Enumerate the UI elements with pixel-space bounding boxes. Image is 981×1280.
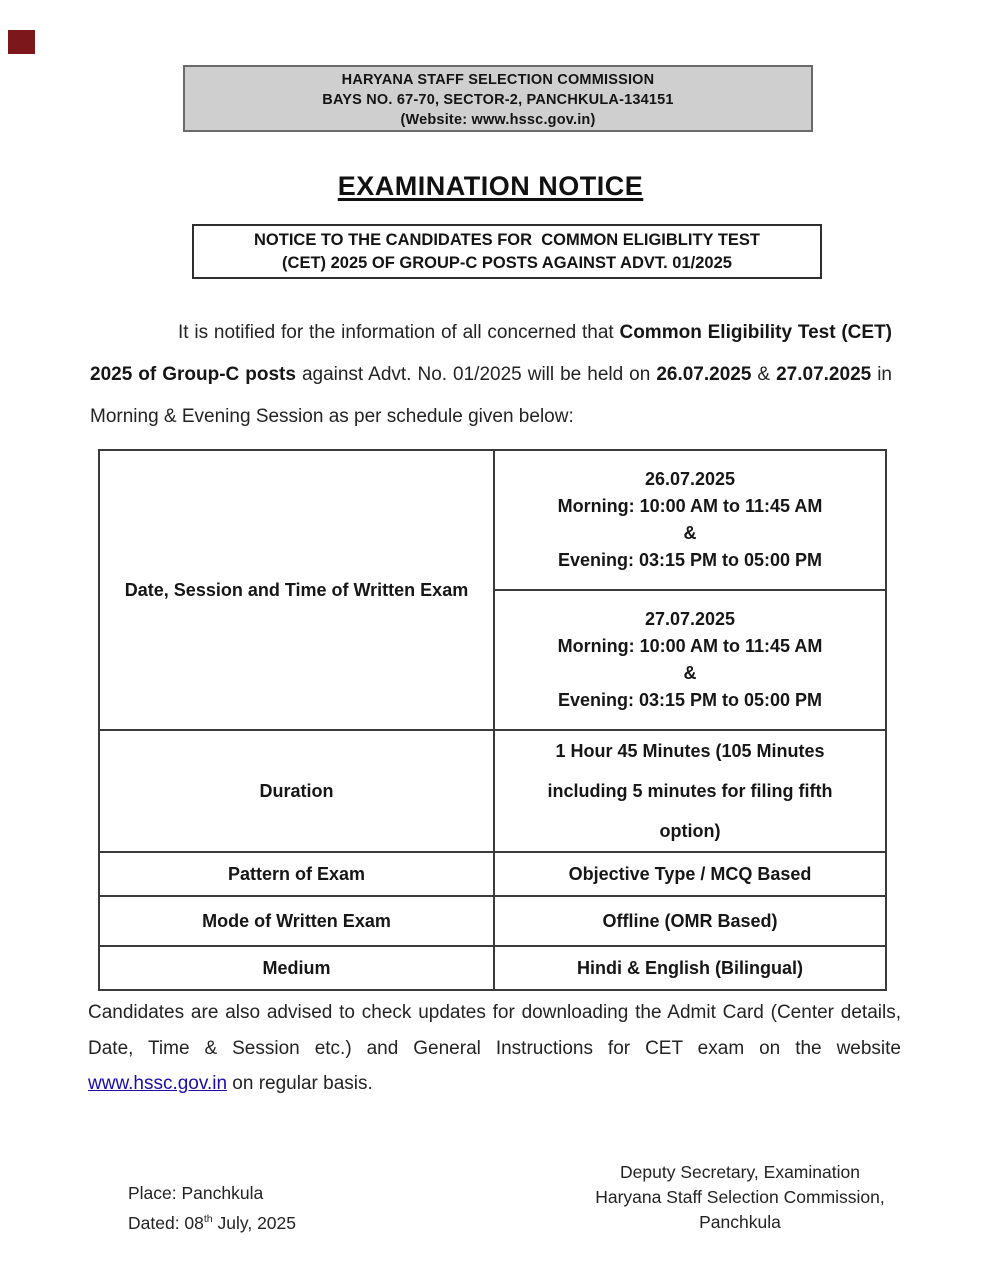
signature-authority [562, 1160, 918, 1235]
signature-location: Panchkula [699, 1212, 781, 1232]
commission-website: (Website: www.hssc.gov.in) [400, 112, 596, 128]
notice-subtitle-box [192, 224, 822, 279]
intro-seg1: It is notified for the information of all concerned that [178, 322, 620, 343]
commission-name: HARYANA STAFF SELECTION COMMISSION [341, 72, 655, 88]
date-ordinal-superscript: th [203, 1213, 213, 1225]
footer-seg2: on regular basis. [227, 1073, 373, 1094]
intro-paragraph [90, 312, 892, 438]
table-row-mode [99, 896, 886, 946]
commission-header-box [183, 65, 813, 132]
date1-morning: Morning: 10:00 AM to 11:45 AM [557, 496, 823, 516]
page-title: EXAMINATION NOTICE [337, 171, 644, 201]
mode-value-cell: Offline (OMR Based) [494, 896, 886, 946]
hssc-website-link[interactable]: www.hssc.gov.in [88, 1073, 228, 1094]
date1-cell [494, 450, 886, 590]
signature-date: Dated: 08th July, 2025 [128, 1212, 296, 1233]
commission-address: BAYS NO. 67-70, SECTOR-2, PANCHKULA-134151 [322, 92, 674, 108]
mode-label-cell: Mode of Written Exam [99, 896, 494, 946]
exam-schedule-table [98, 449, 887, 991]
date1-date: 26.07.2025 [644, 469, 736, 489]
intro-date1: 26.07.2025 [656, 364, 752, 385]
pattern-value-cell: Objective Type / MCQ Based [494, 852, 886, 896]
duration-value: 1 Hour 45 Minutes (105 Minutes including 5 minutes for filing fifth option) [547, 741, 833, 841]
pattern-label-cell: Pattern of Exam [99, 852, 494, 896]
intro-seg7: in Morning & Evening Session as per schedule given below: [90, 364, 892, 427]
table-row-pattern [99, 852, 886, 896]
table-row-medium [99, 946, 886, 990]
signature-designation: Deputy Secretary, Examination [620, 1162, 860, 1182]
intro-seg3: against Advt. No. 01/2025 will be held on [295, 364, 657, 385]
date1-evening: Evening: 03:15 PM to 05:00 PM [557, 550, 823, 570]
intro-date2: 27.07.2025 [776, 364, 872, 385]
date2-morning: Morning: 10:00 AM to 11:45 AM [557, 636, 823, 656]
footer-paragraph [88, 995, 901, 1102]
notice-subtitle-line1: NOTICE TO THE CANDIDATES FOR COMMON ELIGIBLITY TEST [253, 231, 760, 249]
signature-organization: Haryana Staff Selection Commission, [595, 1187, 885, 1207]
date1-amp: & [683, 523, 697, 543]
notice-subtitle-line2: (CET) 2025 OF GROUP-C POSTS AGAINST ADVT. 01/2025 [282, 254, 732, 272]
signature-place: Place: Panchkula [128, 1183, 264, 1203]
duration-label-cell: Duration [99, 730, 494, 852]
corner-red-mark [8, 30, 35, 54]
date2-cell [494, 590, 886, 730]
table-row-date-session [99, 450, 886, 590]
date1-block [495, 466, 885, 574]
medium-label-cell: Medium [99, 946, 494, 990]
date2-date: 27.07.2025 [644, 609, 736, 629]
date-session-label-cell: Date, Session and Time of Written Exam [99, 450, 494, 730]
intro-exam-name: Common Eligibility Test (CET) 2025 of Group-C posts [90, 322, 892, 385]
duration-value-cell [494, 730, 886, 852]
medium-value-cell: Hindi & English (Bilingual) [494, 946, 886, 990]
signature-place-date [128, 1180, 296, 1236]
date2-amp: & [683, 663, 697, 683]
footer-seg1: Candidates are also advised to check updates for downloading the Admit Card (Center details, Date, Time & Session etc.) and General Instructions for CET exam on the website [88, 1002, 901, 1059]
intro-seg5: & [751, 364, 777, 385]
date2-evening: Evening: 03:15 PM to 05:00 PM [557, 690, 823, 710]
date2-block [495, 606, 885, 714]
table-row-duration [99, 730, 886, 852]
